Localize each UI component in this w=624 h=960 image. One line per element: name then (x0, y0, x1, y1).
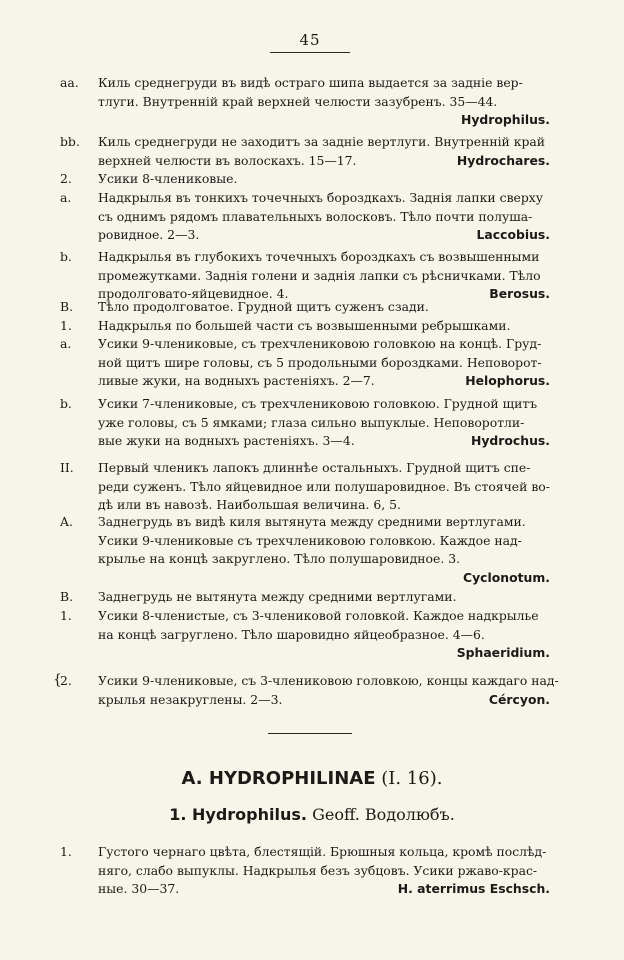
entry-line-text: ные. 30—37. (98, 881, 180, 897)
entry-line (98, 880, 550, 899)
entry-marker: aa. (60, 75, 79, 90)
genus-heading-name: 1. Hydrophilus. (169, 805, 307, 824)
entry-line (98, 152, 550, 171)
key-entry (60, 189, 550, 245)
genus-name: Sphaeridium. (456, 645, 550, 661)
key-entry (60, 298, 550, 317)
entry-line: дѣ или въ навозѣ. Наибольшая величина. 6, 5. (98, 497, 401, 513)
entry-line: Усики 8-членистые, съ 3-члениковой головкой. Каждое надкрылье (98, 608, 539, 623)
entry-marker: b. (60, 249, 72, 264)
entry-marker: 1. (60, 318, 72, 333)
section-separator (268, 733, 352, 734)
entry-line: крылье на концѣ закруглено. Тѣло полушаровидное. 3. (98, 551, 461, 567)
genus-name: Berosus. (489, 286, 550, 302)
entry-marker: a. (60, 190, 72, 205)
entry-marker: bb. (60, 134, 80, 149)
entry-marker: A. (60, 514, 73, 529)
section-heading-genus (0, 805, 624, 824)
entry-line-text: вые жуки на водныхъ растенiяхъ. 3—4. (98, 433, 355, 449)
entry-line: Надкрылья въ тонкихъ точечныхъ бороздкахъ. Заднiя лапки сверху (98, 190, 544, 205)
key-entry (60, 588, 550, 607)
entry-marker: b. (60, 396, 72, 411)
genus-name: Hydrochares. (456, 152, 550, 168)
entry-marker: 1. (60, 844, 72, 859)
entry-line: Киль среднегруди въ видѣ остраго шипа выдается за заднiе вер- (98, 75, 523, 90)
key-entry (60, 395, 550, 451)
entry-line: на концѣ загруглено. Тѣло шаровидно яйцеобразное. 4—6. (98, 626, 485, 642)
genus-name: Cércyon. (488, 691, 550, 707)
key-entry (60, 459, 550, 515)
key-entry (60, 607, 550, 663)
key-entry (60, 170, 550, 189)
entry-line: промежутками. Заднiя голени и заднiя лапки съ рѣсничками. Тѣло (98, 267, 541, 283)
genus-name: Laccobius. (476, 227, 550, 243)
entry-line: Надкрылья по большей части съ возвышенными ребрышками. (98, 318, 511, 333)
entry-line: Усики 9-члениковые, съ трехчлениковою головкою на концѣ. Груд- (98, 336, 542, 351)
entry-line: реди суженъ. Тѣло яйцевидное или полушаровидное. Въ стоячей во- (98, 478, 550, 494)
entry-line: Тѣло продолговатое. Грудной щитъ суженъ сзади. (98, 299, 429, 314)
page-number: 45 (299, 31, 321, 49)
entry-line-text: верхней челюсти въ волоскахъ. 15—17. (98, 152, 357, 168)
entry-line: нягo, слабо выпуклы. Надкрылья безъ зубцовъ. Усики ржаво-крас- (98, 862, 538, 878)
section-heading-subfamily (0, 768, 624, 789)
entry-line: Первый членикъ лапокъ длиннѣе остальныхъ. Грудной щитъ спе- (98, 460, 531, 475)
entry-line (98, 432, 550, 451)
subfamily-ref: (I. 16). (381, 768, 443, 789)
entry-marker: 1. (60, 608, 72, 623)
entry-line: Киль среднегруди не заходитъ за заднiе вертлуги. Внутреннiй край (98, 134, 546, 149)
genus-name: Cyclonotum. (463, 569, 550, 585)
key-entry (60, 513, 550, 587)
key-entry (60, 672, 559, 709)
entry-line: съ однимъ рядомъ плавательныхъ волосковъ. Тѣло почти полуша- (98, 208, 533, 224)
entry-line: Густого чернаго цвѣта, блестящiй. Брюшныя кольца, кромѣ послѣд- (98, 844, 547, 859)
entry-marker: 2. (60, 171, 72, 186)
entry-line: Надкрылья въ глубокихъ точечныхъ бороздкахъ съ возвышенными (98, 249, 540, 264)
entry-line: Заднегрудь въ видѣ киля вытянута между средними вертлугами. (98, 514, 526, 529)
genus-heading-author: Geoff. Водолюбъ. (312, 805, 455, 824)
entry-line: ной щитъ шире головы, съ 5 продольными бороздками. Неповорот- (98, 354, 542, 370)
key-entry (60, 74, 550, 130)
species-entry (60, 843, 550, 899)
key-entry (60, 248, 550, 304)
bracket-mark: { (53, 672, 62, 688)
entry-line-text: ровидное. 2—3. (98, 227, 200, 243)
entry-marker: II. (60, 460, 74, 475)
entry-marker: a. (60, 336, 72, 351)
entry-line: Усики 7-члениковые, съ трехчлениковою головкою. Грудной щитъ (98, 396, 538, 411)
entry-line-text: продолговато-яйцевидное. 4. (98, 286, 289, 302)
genus-name: Hydrophilus. (460, 112, 550, 128)
species-name: H. aterrimus Eschsch. (397, 881, 550, 897)
key-entry (60, 335, 550, 391)
entry-line: Усики 8-члениковые. (98, 171, 238, 186)
entry-marker: 2. (60, 673, 72, 688)
page-number-rule (270, 52, 350, 53)
entry-line: Усики 9-члениковые съ трехчлениковою головкою. Каждое над- (98, 532, 522, 548)
key-entry (60, 317, 550, 336)
entry-marker: B. (60, 299, 74, 314)
entry-line-text: ливые жуки, на водныхъ растенiяхъ. 2—7. (98, 373, 375, 389)
genus-name: Helophorus. (465, 373, 550, 389)
key-entry (60, 133, 550, 170)
entry-line: уже головы, съ 5 ямками; глаза сильно выпуклые. Неповоротли- (98, 414, 525, 430)
entry-line (98, 226, 550, 245)
entry-line (98, 372, 550, 391)
subfamily-name: A. HYDROPHILINAE (181, 768, 376, 789)
genus-name: Hydrochus. (470, 433, 550, 449)
entry-line: Заднегрудь не вытянута между средними вертлугами. (98, 589, 457, 604)
entry-marker: B. (60, 589, 74, 604)
entry-line: тлуги. Внутреннiй край верхней челюсти зазубренъ. 35—44. (98, 93, 498, 109)
entry-line-text: крылья незакруглены. 2—3. (98, 691, 283, 707)
entry-line (98, 691, 550, 710)
entry-line: Усики 9-члениковые, съ 3-члениковою головкою, концы каждаго над- (98, 673, 559, 688)
